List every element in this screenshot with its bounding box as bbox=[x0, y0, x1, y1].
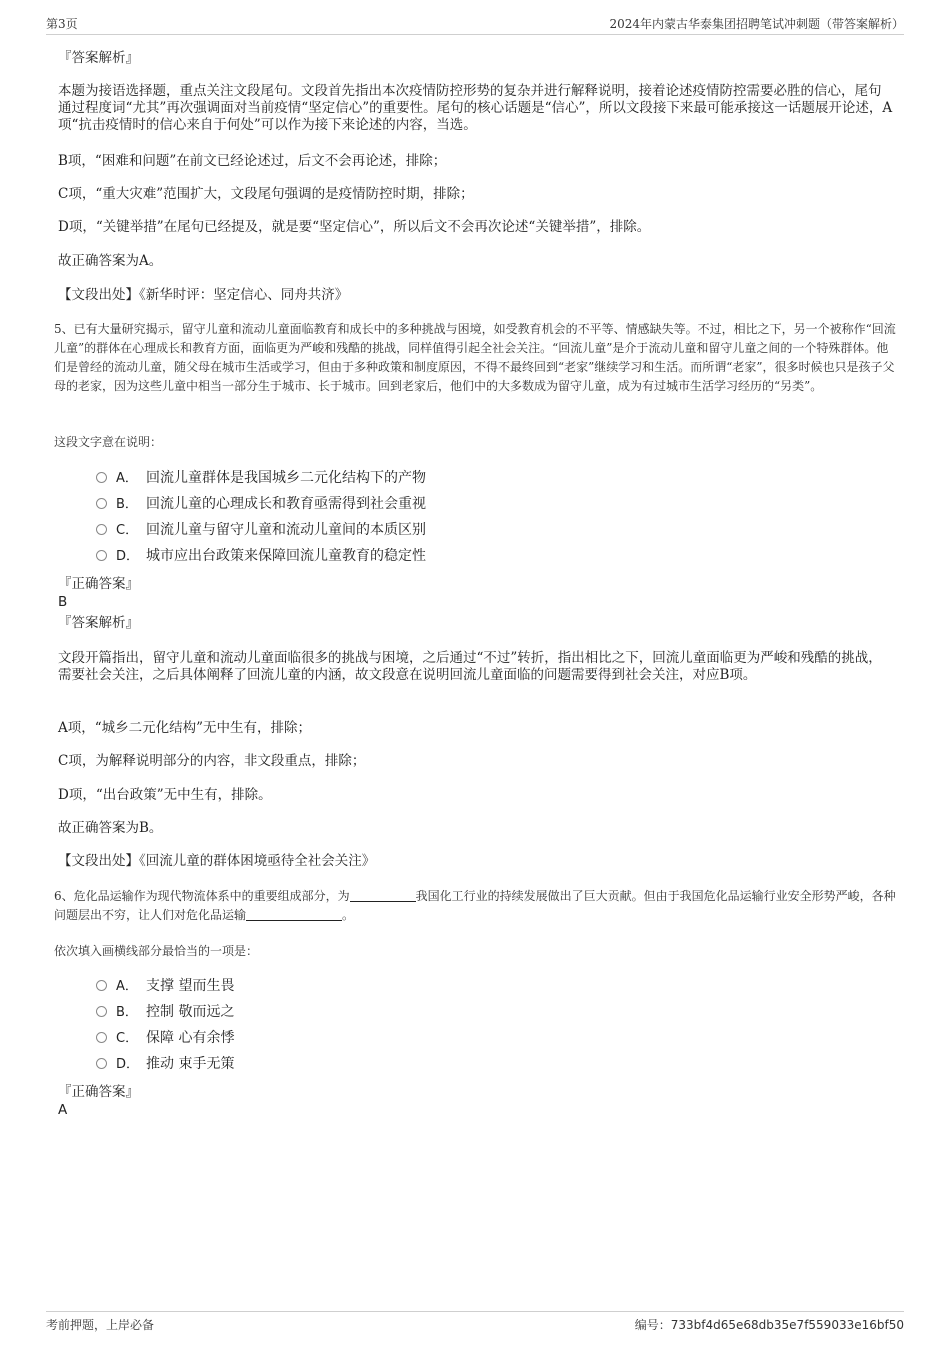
q5-option-c[interactable]: C． 回流儿童与留守儿童和流动儿童间的本质区别 bbox=[96, 520, 426, 541]
page-number: 第3页 bbox=[46, 17, 78, 31]
fill-blank-2 bbox=[246, 908, 342, 921]
q4-analysis-para2: B项，“困难和问题”在前文已经论述过，后文不会再论述，排除； bbox=[58, 153, 447, 169]
q4-analysis-heading: 『答案解析』 bbox=[58, 50, 139, 66]
q5-conclusion: 故正确答案为B。 bbox=[58, 820, 163, 836]
q5-analysis-heading: 『答案解析』 bbox=[58, 615, 139, 631]
page-footer bbox=[46, 1311, 904, 1338]
q4-analysis-para1: 本题为接语选择题，重点关注文段尾句。文段首先指出本次疫情防控形势的复杂并进行解释说明，接着论述疫情防控需要必胜的信心，尾句通过程度词“尤其”再次强调面对当前疫情“坚定信心”的重要性。尾句的核心话题是“信心”，所以文段接下来最可能承接这一话题展开论述，A项“抗击疫情时的信心来自于何处”可以作为接下来论述的内容，当选。 bbox=[58, 83, 893, 133]
q5-source: 【文段出处】《回流儿童的群体困境亟待全社会关注》 bbox=[58, 853, 376, 869]
radio-icon[interactable] bbox=[96, 1032, 107, 1043]
q5-option-a[interactable]: A． 回流儿童群体是我国城乡二元化结构下的产物 bbox=[96, 468, 426, 489]
radio-icon[interactable] bbox=[96, 498, 107, 509]
document-title: 2024年内蒙古华泰集团招聘笔试冲刺题（带答案解析） bbox=[609, 17, 904, 31]
q5-option-b[interactable]: B． 回流儿童的心理成长和教育亟需得到社会重视 bbox=[96, 494, 426, 515]
footer-slogan: 考前押题，上岸必备 bbox=[46, 1318, 155, 1332]
q5-analysis-para2: A项，“城乡二元化结构”无中生有，排除； bbox=[58, 720, 312, 736]
q5-analysis-para4: D项，“出台政策”无中生有，排除。 bbox=[58, 787, 272, 803]
q6-stem: 6、危化品运输作为现代物流体系中的重要组成部分，为 我国化工行业的持续发展做出了巨大贡献。但由于我国危化品运输行业安全形势严峻，各种问题层出不穷，让人们对危化品运输 。 bbox=[54, 889, 896, 922]
q4-analysis-para3: C项，“重大灾难”范围扩大，文段尾句强调的是疫情防控时期，排除； bbox=[58, 186, 474, 202]
document-id: 编号：733bf4d65e68db35e7f559033e16bf50 bbox=[634, 1318, 904, 1332]
q6-option-a[interactable]: A． 支撑 望而生畏 bbox=[96, 976, 234, 997]
q5-analysis-para1: 文段开篇指出，留守儿童和流动儿童面临很多的挑战与困境，之后通过“不过”转折，指出相比之下，回流儿童面临更为严峻和残酷的挑战，需要社会关注，之后具体阐释了回流儿童的内涵，故文段意在说明回流儿童面临的问题需要得到社会关注，对应B项。 bbox=[58, 650, 882, 683]
q6-answer-heading: 『正确答案』 bbox=[58, 1084, 139, 1100]
q5-answer-heading: 『正确答案』 bbox=[58, 576, 139, 592]
q5-prompt: 这段文字意在说明： bbox=[54, 435, 163, 449]
q6-prompt: 依次填入画横线部分最恰当的一项是： bbox=[54, 944, 259, 958]
radio-icon[interactable] bbox=[96, 980, 107, 991]
radio-icon[interactable] bbox=[96, 550, 107, 561]
page-header bbox=[46, 12, 904, 35]
q6-option-d[interactable]: D． 推动 束手无策 bbox=[96, 1054, 234, 1075]
q6-answer: A bbox=[58, 1102, 68, 1118]
q5-analysis-para3: C项，为解释说明部分的内容，非文段重点，排除； bbox=[58, 753, 366, 769]
radio-icon[interactable] bbox=[96, 1058, 107, 1069]
radio-icon[interactable] bbox=[96, 1006, 107, 1017]
q5-stem: 5、已有大量研究揭示，留守儿童和流动儿童面临教育和成长中的多种挑战与困境，如受教育机会的不平等、情感缺失等。不过，相比之下，另一个被称作“回流儿童”的群体在心理成长和教育方面，面临更为严峻和残酷的挑战，同样值得引起全社会关注。“回流儿童”是介于流动儿童和留守儿童之间的一个特殊群体。他们是曾经的流动儿童，随父母在城市生活或学习，但由于多种政策和制度原因，不得不最终回到“老家”继续学习和生活。而所谓“老家”，很多时候也只是孩子父母的老家，因为这些儿童中相当一部分生于城市、长于城市。回到老家后，他们中的大多数成为留守儿童，成为有过城市生活学习经历的“另类”。 bbox=[54, 322, 896, 393]
q6-option-b[interactable]: B． 控制 敬而远之 bbox=[96, 1002, 234, 1023]
q4-conclusion: 故正确答案为A。 bbox=[58, 253, 163, 269]
radio-icon[interactable] bbox=[96, 472, 107, 483]
fill-blank-1 bbox=[350, 889, 416, 902]
q4-source: 【文段出处】《新华时评：坚定信心、同舟共济》 bbox=[58, 287, 349, 303]
q6-option-c[interactable]: C． 保障 心有余悸 bbox=[96, 1028, 234, 1049]
q5-answer: B bbox=[58, 594, 68, 610]
radio-icon[interactable] bbox=[96, 524, 107, 535]
q4-analysis-para4: D项，“关键举措”在尾句已经提及，就是要“坚定信心”，所以后文不会再次论述“关键举措”，排除。 bbox=[58, 219, 651, 235]
q5-option-d[interactable]: D． 城市应出台政策来保障回流儿童教育的稳定性 bbox=[96, 546, 426, 567]
